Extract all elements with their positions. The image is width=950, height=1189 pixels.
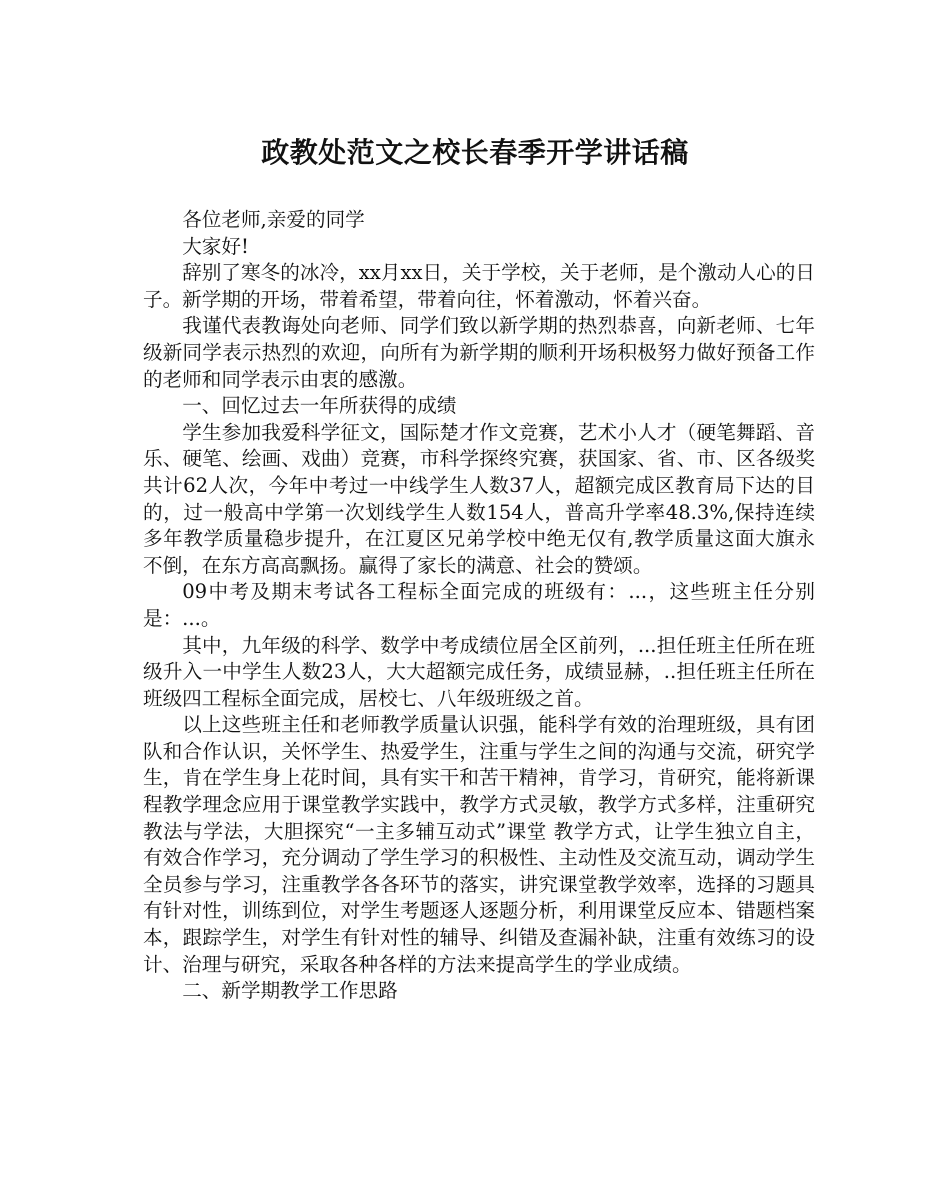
body-paragraph: 以上这些班主任和老师教学质量认识强，能科学有效的治理班级，具有团队和合作认识，关怀学生、热爱学生，注重与学生之间的沟通与交流，研究学生，肯在学生身上花时间，具有实干和苦干精神，肯学习，肯研究，能将新课程教学理念应用于课堂教学实践中，教学方式灵敏，教学方式多样，注重研究教法与学法，大胆探究“一主多辅互动式”课堂 教学方式，让学生独立自主，有效合作学习，充分调动了学生学习的积极性、主动性及交流互动，调动学生全员参与学习，注重教学各各环节的落实，讲究课堂教学效率，选择的习题具有针对性，训练到位，对学生考题逐人逐题分析，利用课堂反应本、错题档案本，跟踪学生，对学生有针对性的辅导、纠错及查漏补缺，注重有效练习的设计、治理与研究，采取各种各样的方法来提高学生的学业成绩。: [143, 713, 815, 976]
salutation-paragraph: 各位老师,亲爱的同学: [182, 208, 365, 231]
document-title: 政教处范文之校长春季开学讲话稿: [261, 136, 689, 169]
section-heading: 二、新学期教学工作思路: [182, 979, 398, 1003]
section-heading: 一、回忆过去一年所获得的成绩: [182, 394, 457, 418]
body-paragraph: 学生参加我爱科学征文，国际楚才作文竞赛，艺术小人才（硬笔舞蹈、音乐、硬笔、绘画、戏曲）竞赛，市科学探终究赛，获国家、省、市、区各级奖共计62人次，今年中考过一中线学生人数37人，超额完成区教育局下达的目的，过一般高中学第一次划线学生人数154人，普高升学率48.3%,保持连续多年教学质量稳步提升，在江夏区兄弟学校中绝无仅有,教学质量这面大旗永不倒，在东方高高飘扬。赢得了家长的满意、社会的赞颂。: [143, 420, 815, 577]
body-paragraph: 其中，九年级的科学、数学中考成绩位居全区前列，...担任班主任所在班级升入一中学生人数23人，大大超额完成任务，成绩显赫，..担任班主任所在班级四工程标全面完成，居校七、八年级班级之首。: [143, 633, 815, 710]
body-paragraph: 我谨代表教诲处向老师、同学们致以新学期的热烈恭喜，向新老师、七年级新同学表示热烈的欢迎，向所有为新学期的顺利开场积极努力做好预备工作的老师和同学表示由衷的感激。: [143, 314, 815, 391]
document-body: [143, 207, 815, 1005]
body-paragraph: 09中考及期末考试各工程标全面完成的班级有：...，这些班主任分别是：...。: [143, 580, 815, 630]
body-paragraph: 辞别了寒冬的冰冷，xx月xx日，关于学校，关于老师，是个激动人心的日子。新学期的开场，带着希望，带着向往，怀着激动，怀着兴奋。: [143, 261, 815, 311]
greeting-paragraph: 大家好!: [182, 234, 249, 258]
